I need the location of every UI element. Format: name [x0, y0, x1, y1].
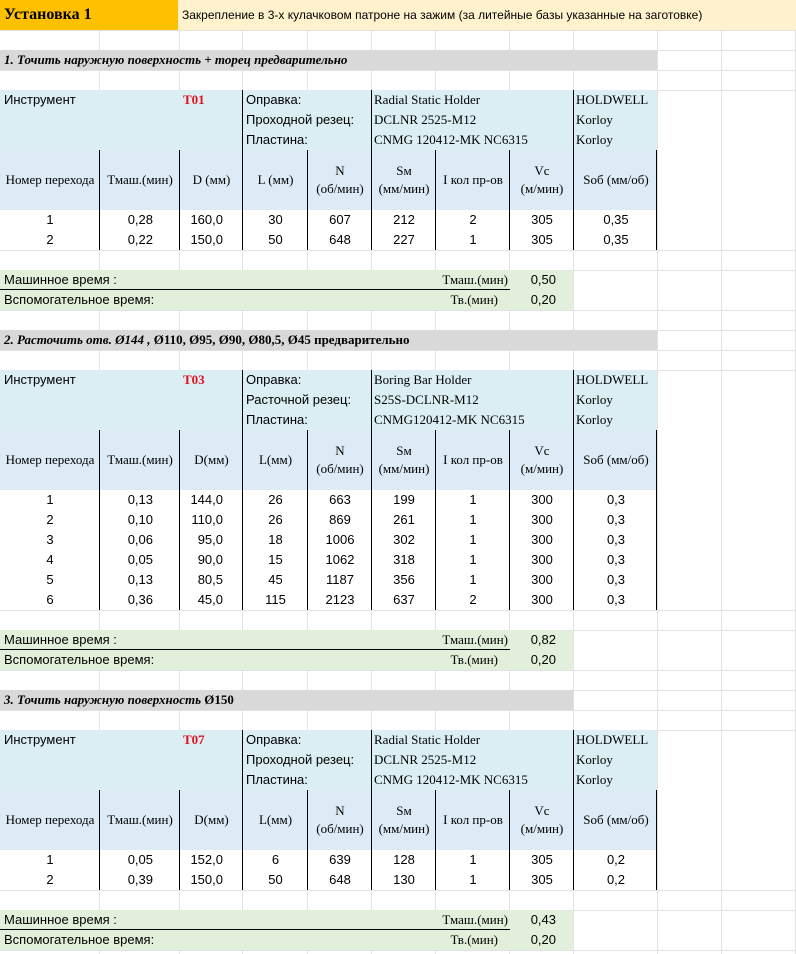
cell-l: 6 [271, 852, 280, 867]
cell-v: 300 [531, 532, 553, 547]
tv-label: Тв.(мин) [450, 652, 498, 667]
cell-s: 227 [393, 232, 415, 247]
cell-d: 150,0 [190, 232, 223, 247]
cell-n: 2123 [325, 592, 355, 607]
cell-l: 50 [268, 872, 283, 887]
cell-d: 160,0 [190, 212, 223, 227]
cell-v: 300 [531, 592, 553, 607]
cell-i: 1 [469, 552, 477, 567]
cutter-label: Расточной резец: [246, 392, 352, 407]
cell-d: 95,0 [197, 532, 223, 547]
cell-tmash: 0,05 [127, 552, 153, 567]
col-i: I кол пр-ов [443, 172, 503, 187]
cell-n: 1062 [325, 552, 355, 567]
brand-holder: HOLDWELL [576, 732, 649, 747]
cell-s: 318 [393, 552, 415, 567]
machine-time-label: Машинное время : [4, 632, 117, 647]
cell-i: 2 [469, 212, 477, 227]
cell-d: 152,0 [190, 852, 223, 867]
cell-n: 1006 [325, 532, 355, 547]
cell-d: 150,0 [190, 872, 223, 887]
cell-sob: 0,35 [603, 232, 629, 247]
cell-d: 110,0 [191, 512, 223, 527]
tool-label: Инструмент [4, 92, 76, 107]
setup-description: Закрепление в 3-х кулачковом патроне на зажим (за литейные базы указанные на заготовке) [182, 8, 703, 22]
tmash-label: Тмаш.(мин) [442, 632, 508, 647]
cell-tmash: 0,13 [127, 572, 153, 587]
cell-i: 2 [469, 592, 477, 607]
col-sob: Sоб (мм/об) [583, 172, 649, 187]
cell-s: 199 [393, 492, 415, 507]
holder-value: Boring Bar Holder [374, 372, 472, 387]
col-v: Vc (м/мин) [520, 803, 564, 836]
tmash-total: 0,50 [530, 272, 556, 287]
col-v: Vc (м/мин) [520, 163, 564, 196]
cutter-label: Проходной резец: [246, 752, 355, 767]
col-v: Vc (м/мин) [520, 443, 564, 476]
cell-sob: 0,3 [606, 552, 626, 567]
aux-time-label: Вспомогательное время: [4, 652, 155, 667]
col-tmash: Тмаш.(мин) [107, 452, 173, 467]
brand-insert: Korloy [576, 772, 613, 787]
holder-label: Оправка: [246, 732, 302, 747]
cell-sob: 0,3 [606, 592, 626, 607]
insert-value: CNMG120412-MK NC6315 [374, 412, 525, 427]
col-step: Номер перехода [5, 172, 95, 187]
brand-cutter: Korloy [576, 392, 613, 407]
cell-s: 212 [393, 212, 415, 227]
operation-title: 3. Точить наружную поверхность Ø150 [4, 692, 234, 707]
tv-value: 0,20 [530, 932, 556, 947]
cell-v: 300 [531, 552, 553, 567]
cell-v: 300 [531, 512, 553, 527]
cutter-value: DCLNR 2525-M12 [374, 112, 477, 127]
col-tmash: Тмаш.(мин) [107, 172, 173, 187]
brand-holder: HOLDWELL [576, 92, 649, 107]
cell-s: 130 [393, 872, 415, 887]
cell-n: 648 [329, 232, 351, 247]
col-tmash: Тмаш.(мин) [107, 812, 173, 827]
tool-id: T07 [183, 732, 205, 747]
cell-l: 30 [268, 212, 283, 227]
cell-step: 3 [46, 532, 54, 547]
cell-i: 1 [469, 852, 477, 867]
holder-label: Оправка: [246, 372, 302, 387]
cell-sob: 0,3 [606, 572, 626, 587]
brand-insert: Korloy [576, 132, 613, 147]
insert-value: CNMG 120412-MK NC6315 [374, 132, 528, 147]
cell-sob: 0,2 [606, 872, 626, 887]
cell-n: 639 [329, 852, 351, 867]
holder-label: Оправка: [246, 92, 302, 107]
cell-step: 2 [46, 512, 54, 527]
cell-step: 2 [46, 232, 54, 247]
cell-step: 5 [46, 572, 54, 587]
cell-sob: 0,3 [606, 532, 626, 547]
cell-l: 115 [265, 592, 286, 607]
cell-s: 128 [393, 852, 415, 867]
cell-tmash: 0,06 [127, 532, 153, 547]
cell-step: 1 [46, 852, 54, 867]
cutter-value: S25S-DCLNR-M12 [374, 392, 479, 407]
tv-value: 0,20 [530, 652, 556, 667]
cell-s: 302 [393, 532, 415, 547]
cell-tmash: 0,36 [127, 592, 153, 607]
brand-cutter: Korloy [576, 112, 613, 127]
col-step: Номер перехода [5, 812, 95, 827]
aux-time-label: Вспомогательное время: [4, 932, 155, 947]
cell-tmash: 0,05 [127, 852, 153, 867]
tool-id: T03 [183, 372, 205, 387]
cell-i: 1 [469, 572, 477, 587]
cell-step: 1 [46, 212, 54, 227]
tv-label: Тв.(мин) [450, 932, 498, 947]
setup-title: Установка 1 [4, 6, 92, 23]
cell-d: 80,5 [197, 572, 223, 587]
col-i: I кол пр-ов [443, 452, 503, 467]
cell-l: 26 [268, 512, 283, 527]
col-step: Номер перехода [5, 452, 95, 467]
holder-value: Radial Static Holder [374, 732, 481, 747]
col-n: N (об/мин) [316, 443, 364, 476]
tv-label: Тв.(мин) [450, 292, 498, 307]
cell-s: 356 [393, 572, 415, 587]
cell-v: 300 [531, 492, 553, 507]
col-l: L (мм) [257, 172, 294, 187]
cell-i: 1 [469, 872, 477, 887]
cutter-value: DCLNR 2525-M12 [374, 752, 477, 767]
cell-n: 648 [329, 872, 351, 887]
cell-v: 305 [531, 232, 553, 247]
insert-value: CNMG 120412-MK NC6315 [374, 772, 528, 787]
col-sob: Sоб (мм/об) [583, 452, 649, 467]
cell-sob: 0,3 [606, 492, 626, 507]
cell-sob: 0,2 [606, 852, 626, 867]
tv-value: 0,20 [530, 292, 556, 307]
cell-step: 6 [46, 592, 54, 607]
cell-step: 4 [46, 552, 54, 567]
aux-time-label: Вспомогательное время: [4, 292, 155, 307]
tmash-total: 0,43 [530, 912, 556, 927]
cell-step: 1 [46, 492, 54, 507]
col-i: I кол пр-ов [443, 812, 503, 827]
col-sob: Sоб (мм/об) [583, 812, 649, 827]
cell-v: 305 [531, 872, 553, 887]
holder-value: Radial Static Holder [374, 92, 481, 107]
brand-holder: HOLDWELL [576, 372, 649, 387]
cell-tmash: 0,39 [127, 872, 153, 887]
cell-i: 1 [469, 532, 477, 547]
cell-i: 1 [469, 232, 477, 247]
cell-l: 26 [268, 492, 283, 507]
insert-label: Пластина: [246, 412, 308, 427]
tmash-label: Тмаш.(мин) [442, 912, 508, 927]
cell-l: 15 [268, 552, 283, 567]
cell-l: 50 [268, 232, 283, 247]
cell-n: 1187 [326, 572, 354, 587]
brand-insert: Korloy [576, 412, 613, 427]
cell-sob: 0,35 [603, 212, 629, 227]
cell-tmash: 0,22 [127, 232, 153, 247]
col-n: N (об/мин) [316, 163, 364, 196]
cell-l: 18 [268, 532, 283, 547]
operation-title: 2. Расточить отв. Ø144 , Ø110, Ø95, Ø90, Ø80,5, Ø45 предварительно [4, 332, 410, 347]
cell-v: 305 [531, 212, 553, 227]
col-d: D(мм) [194, 812, 229, 827]
cell-tmash: 0,10 [127, 512, 153, 527]
insert-label: Пластина: [246, 132, 308, 147]
col-d: D (мм) [192, 172, 231, 187]
insert-label: Пластина: [246, 772, 308, 787]
tmash-total: 0,82 [530, 632, 556, 647]
col-s: Sм (мм/мин) [378, 443, 430, 476]
col-l: L(мм) [258, 812, 293, 827]
cell-n: 663 [329, 492, 351, 507]
cutter-label: Проходной резец: [246, 112, 355, 127]
cell-n: 869 [329, 512, 351, 527]
cell-l: 45 [268, 572, 283, 587]
col-s: Sм (мм/мин) [378, 163, 430, 196]
cell-v: 300 [531, 572, 553, 587]
tmash-label: Тмаш.(мин) [442, 272, 508, 287]
col-d: D(мм) [194, 452, 229, 467]
cell-v: 305 [531, 852, 553, 867]
col-l: L(мм) [258, 452, 293, 467]
cell-d: 45,0 [197, 592, 223, 607]
cell-n: 607 [329, 212, 351, 227]
col-s: Sм (мм/мин) [378, 803, 430, 836]
tool-label: Инструмент [4, 732, 76, 747]
operation-title: 1. Точить наружную поверхность + торец предварительно [4, 52, 348, 67]
tool-label: Инструмент [4, 372, 76, 387]
machine-time-label: Машинное время : [4, 272, 117, 287]
cell-d: 90,0 [197, 552, 223, 567]
cell-d: 144,0 [190, 492, 223, 507]
cell-i: 1 [469, 512, 477, 527]
cell-i: 1 [469, 492, 477, 507]
cell-step: 2 [46, 872, 54, 887]
cell-s: 261 [393, 512, 415, 527]
machine-time-label: Машинное время : [4, 912, 117, 927]
cell-tmash: 0,28 [127, 212, 153, 227]
tool-id: T01 [183, 92, 205, 107]
cell-tmash: 0,13 [127, 492, 153, 507]
cell-sob: 0,3 [606, 512, 626, 527]
brand-cutter: Korloy [576, 752, 613, 767]
cell-s: 637 [393, 592, 415, 607]
col-n: N (об/мин) [316, 803, 364, 836]
